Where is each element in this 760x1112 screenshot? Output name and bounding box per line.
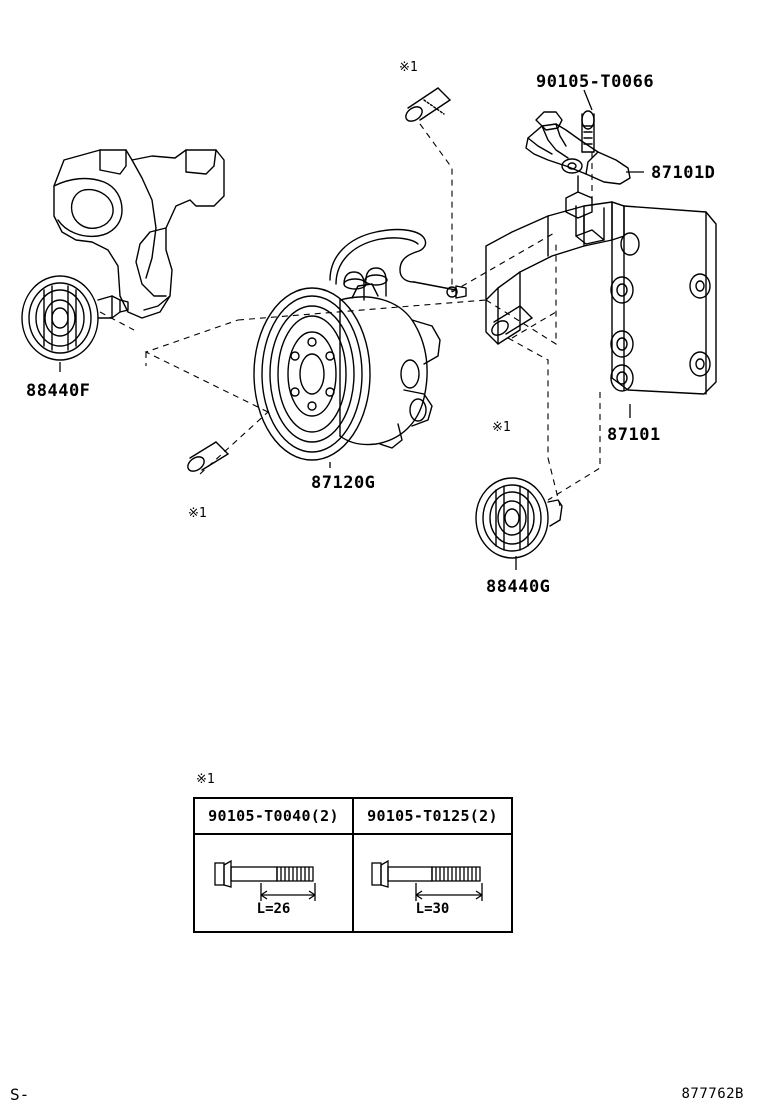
bolt-middle xyxy=(489,306,532,338)
bolt-bottom-left xyxy=(185,442,228,474)
bolt-mark-bottom: ※1 xyxy=(188,506,207,521)
bolt-mark-top: ※1 xyxy=(399,60,418,75)
part-shape-87101 xyxy=(486,176,716,394)
bolt-legend-cell-2 xyxy=(354,835,511,931)
bolt-legend-table xyxy=(193,797,513,933)
part-shape-87120G xyxy=(254,230,466,460)
part-shape-87101D xyxy=(526,112,630,184)
part-label-88440F: 88440F xyxy=(26,381,91,401)
part-shape-88440G xyxy=(476,478,562,558)
bolt-length-2: L=30 xyxy=(415,901,450,917)
bolt-legend-body-row xyxy=(195,835,511,931)
sheet-mark: S- xyxy=(10,1085,30,1104)
bolt-legend-cell-1 xyxy=(195,835,354,931)
bolt-top-left xyxy=(403,88,450,124)
part-label-88440G: 88440G xyxy=(486,577,551,597)
part-shape-left-bracket xyxy=(54,150,224,318)
bolt-illustration-2 xyxy=(354,837,514,937)
bolt-mark-mid: ※1 xyxy=(492,420,511,435)
part-label-87101: 87101 xyxy=(607,425,661,445)
legend-mark: ※1 xyxy=(196,772,215,787)
part-label-87120G: 87120G xyxy=(311,473,376,493)
part-label-90105-T0066: 90105-T0066 xyxy=(536,72,655,92)
bolt-legend-header-row xyxy=(195,799,511,835)
bolt-legend-header-2: 90105-T0125(2) xyxy=(367,807,498,825)
bolt-legend-header-1: 90105-T0040(2) xyxy=(195,799,354,833)
diagram-code: 877762B xyxy=(681,1086,744,1102)
bolt-length-1: L=26 xyxy=(256,901,291,917)
bolt-illustration-1 xyxy=(195,837,355,937)
part-label-87101D: 87101D xyxy=(651,163,716,183)
